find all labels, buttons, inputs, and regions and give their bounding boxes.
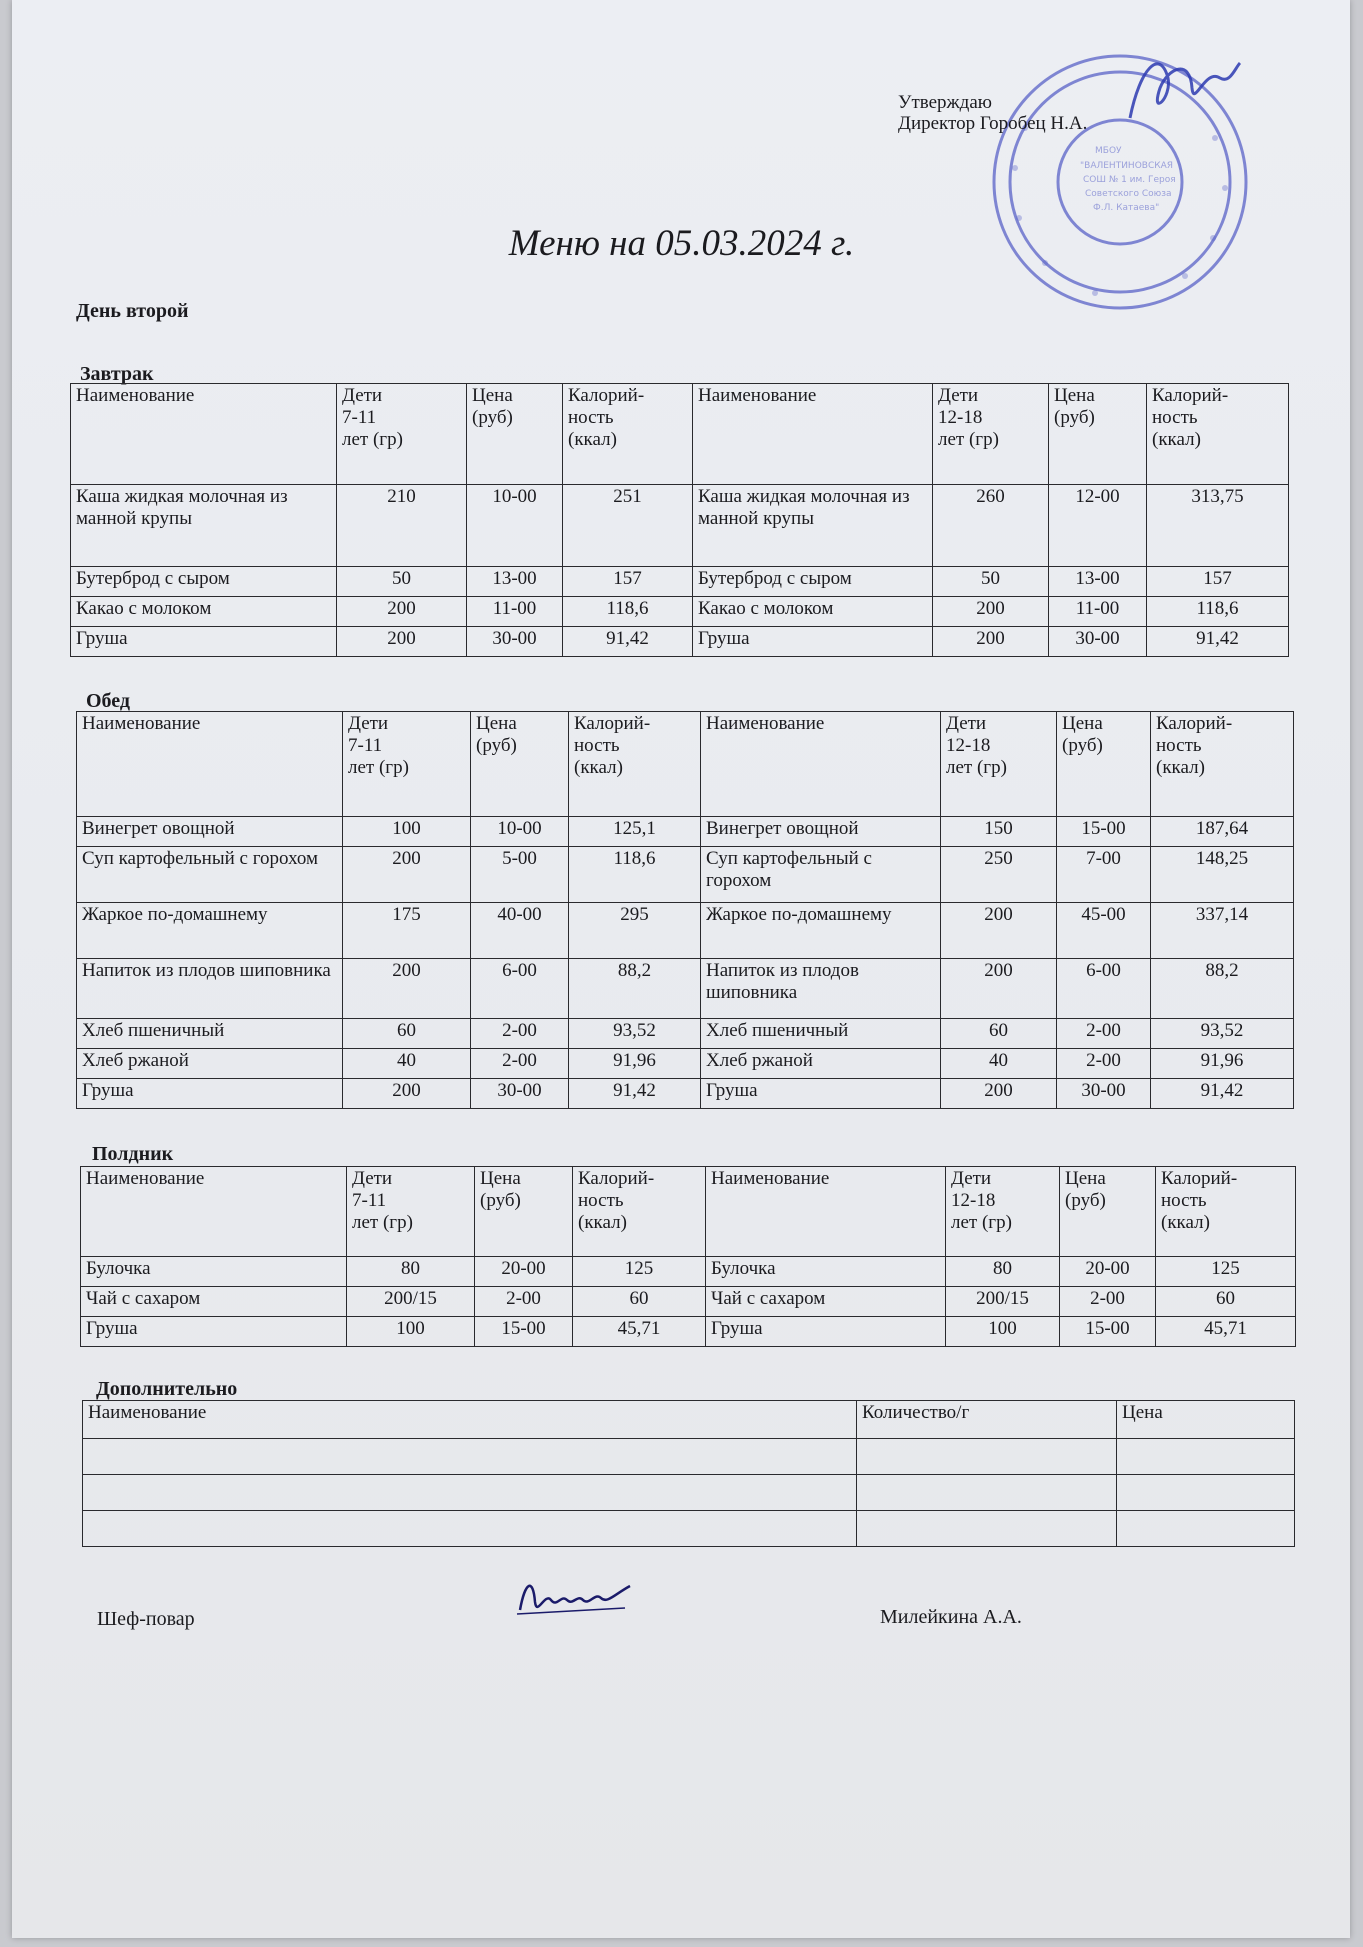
dish-name-cell: Груша — [701, 1079, 941, 1109]
table-row — [77, 1019, 1294, 1049]
dish-name-cell: Каша жидкая молочная из манной крупы — [693, 485, 933, 567]
approval-line-1: Утверждаю — [898, 92, 992, 113]
dish-name-cell: Жаркое по-домашнему — [701, 903, 941, 959]
value-cell: 20-00 — [1060, 1257, 1156, 1287]
value-cell: 91,42 — [1151, 1079, 1294, 1109]
column-header — [337, 384, 467, 485]
dish-name-cell: Какао с молоком — [693, 597, 933, 627]
lunch-table — [76, 711, 1294, 1109]
dish-name-cell: Бутерброд с сыром — [71, 567, 337, 597]
column-header — [1057, 712, 1151, 817]
value-cell: 91,96 — [1151, 1049, 1294, 1079]
snack-table — [80, 1166, 1296, 1347]
column-header — [81, 1167, 347, 1257]
value-cell: 91,42 — [563, 627, 693, 657]
value-cell: 7-00 — [1057, 847, 1151, 903]
dish-name-cell: Хлеб пшеничный — [77, 1019, 343, 1049]
table-row — [81, 1287, 1296, 1317]
value-cell: 40 — [343, 1049, 471, 1079]
empty-cell — [83, 1511, 857, 1547]
column-header — [946, 1167, 1060, 1257]
dish-name-cell: Суп картофельный с горохом — [701, 847, 941, 903]
section-snack-label: Полдник — [92, 1143, 174, 1165]
value-cell: 337,14 — [1151, 903, 1294, 959]
value-cell: 11-00 — [467, 597, 563, 627]
value-cell: 15-00 — [1057, 817, 1151, 847]
value-cell: 88,2 — [569, 959, 701, 1019]
value-cell: 91,42 — [1147, 627, 1289, 657]
section-breakfast-label: Завтрак — [80, 363, 154, 385]
table-row — [77, 903, 1294, 959]
column-header-label: Цена (руб) — [476, 713, 517, 756]
value-cell: 175 — [343, 903, 471, 959]
column-header — [1049, 384, 1147, 485]
dish-name-cell: Булочка — [706, 1257, 946, 1287]
table-row — [71, 627, 1289, 657]
value-cell: 93,52 — [569, 1019, 701, 1049]
value-cell: 295 — [569, 903, 701, 959]
table-row — [71, 485, 1289, 567]
table-row — [71, 597, 1289, 627]
value-cell: 125 — [1156, 1257, 1296, 1287]
dish-name-cell: Винегрет овощной — [701, 817, 941, 847]
column-header-label: Калорий- ность (ккал) — [1156, 713, 1233, 778]
column-header — [933, 384, 1049, 485]
dish-name-cell: Булочка — [81, 1257, 347, 1287]
day-subtitle: День второй — [76, 300, 189, 322]
column-header — [1060, 1167, 1156, 1257]
column-header — [1147, 384, 1289, 485]
value-cell: 251 — [563, 485, 693, 567]
column-header-label: Калорий- ность (ккал) — [568, 385, 645, 450]
value-cell: 30-00 — [1057, 1079, 1151, 1109]
dish-name-cell: Хлеб ржаной — [77, 1049, 343, 1079]
value-cell: 50 — [337, 567, 467, 597]
column-header — [701, 712, 941, 817]
value-cell: 30-00 — [471, 1079, 569, 1109]
table-header-row — [77, 712, 1294, 817]
approval-line-2: Директор Горобец Н.А. — [898, 113, 1088, 135]
column-header-label: Калорий- ность (ккал) — [1152, 385, 1229, 450]
value-cell: 10-00 — [471, 817, 569, 847]
value-cell: 91,96 — [569, 1049, 701, 1079]
empty-cell — [1117, 1439, 1295, 1475]
svg-text:МБОУ: МБОУ — [1095, 146, 1122, 156]
column-header-label: Цена (руб) — [472, 385, 513, 428]
value-cell: 118,6 — [1147, 597, 1289, 627]
dish-name-cell: Груша — [81, 1317, 347, 1347]
table-row — [77, 959, 1294, 1019]
value-cell: 88,2 — [1151, 959, 1294, 1019]
value-cell: 118,6 — [569, 847, 701, 903]
chef-signature-icon — [515, 1572, 635, 1622]
value-cell: 100 — [946, 1317, 1060, 1347]
value-cell: 60 — [573, 1287, 706, 1317]
dish-name-cell: Хлеб пшеничный — [701, 1019, 941, 1049]
value-cell: 40-00 — [471, 903, 569, 959]
value-cell: 200 — [933, 627, 1049, 657]
column-header-label: Дети 7-11 лет (гр) — [348, 713, 409, 778]
value-cell: 45-00 — [1057, 903, 1151, 959]
column-header — [475, 1167, 573, 1257]
dish-name-cell: Каша жидкая молочная из манной крупы — [71, 485, 337, 567]
value-cell: 200/15 — [347, 1287, 475, 1317]
dish-name-cell: Напиток из плодов шиповника — [77, 959, 343, 1019]
value-cell: 2-00 — [471, 1049, 569, 1079]
dish-name-cell: Бутерброд с сыром — [693, 567, 933, 597]
value-cell: 157 — [563, 567, 693, 597]
column-header — [941, 712, 1057, 817]
value-cell: 93,52 — [1151, 1019, 1294, 1049]
svg-text:СОШ № 1 им. Героя: СОШ № 1 им. Героя — [1083, 175, 1176, 185]
column-header-label: Наименование — [706, 713, 825, 734]
dish-name-cell: Какао с молоком — [71, 597, 337, 627]
value-cell: 200 — [343, 847, 471, 903]
column-header — [569, 712, 701, 817]
value-cell: 60 — [1156, 1287, 1296, 1317]
column-header-label: Цена (руб) — [480, 1168, 521, 1211]
value-cell: 125 — [573, 1257, 706, 1287]
empty-cell — [83, 1475, 857, 1511]
footer-name: Милейкина А.А. — [880, 1606, 1022, 1628]
column-header-label: Дети 12-18 лет (гр) — [946, 713, 1007, 778]
empty-cell — [857, 1475, 1117, 1511]
value-cell: 200 — [337, 597, 467, 627]
column-header — [343, 712, 471, 817]
value-cell: 118,6 — [563, 597, 693, 627]
column-header — [1156, 1167, 1296, 1257]
column-header — [1151, 712, 1294, 817]
svg-text:Советского Союза: Советского Союза — [1085, 189, 1172, 199]
value-cell: 100 — [343, 817, 471, 847]
value-cell: 30-00 — [1049, 627, 1147, 657]
value-cell: 5-00 — [471, 847, 569, 903]
table-header-row — [83, 1401, 1295, 1439]
table-row — [77, 817, 1294, 847]
dish-name-cell: Груша — [77, 1079, 343, 1109]
value-cell: 2-00 — [1060, 1287, 1156, 1317]
value-cell: 15-00 — [475, 1317, 573, 1347]
column-header — [77, 712, 343, 817]
value-cell: 13-00 — [467, 567, 563, 597]
column-header — [71, 384, 337, 485]
value-cell: 20-00 — [475, 1257, 573, 1287]
column-header-label: Наименование — [711, 1168, 830, 1189]
empty-table-row — [83, 1511, 1295, 1547]
value-cell: 15-00 — [1060, 1317, 1156, 1347]
value-cell: 2-00 — [1057, 1019, 1151, 1049]
value-cell: 200 — [941, 903, 1057, 959]
dish-name-cell: Чай с сахаром — [81, 1287, 347, 1317]
column-header: Наименование — [83, 1401, 857, 1439]
value-cell: 200 — [343, 1079, 471, 1109]
value-cell: 30-00 — [467, 627, 563, 657]
table-row — [71, 567, 1289, 597]
svg-text:Ф.Л. Катаева": Ф.Л. Катаева" — [1093, 203, 1160, 213]
value-cell: 250 — [941, 847, 1057, 903]
value-cell: 45,71 — [573, 1317, 706, 1347]
column-header-label: Цена (руб) — [1065, 1168, 1106, 1211]
value-cell: 200/15 — [946, 1287, 1060, 1317]
column-header-label: Наименование — [76, 385, 195, 406]
column-header — [693, 384, 933, 485]
table-row — [77, 1079, 1294, 1109]
dish-name-cell: Жаркое по-домашнему — [77, 903, 343, 959]
value-cell: 100 — [347, 1317, 475, 1347]
empty-table-row — [83, 1439, 1295, 1475]
value-cell: 91,42 — [569, 1079, 701, 1109]
empty-cell — [1117, 1511, 1295, 1547]
value-cell: 50 — [933, 567, 1049, 597]
page-title: Меню на 05.03.2024 г. — [508, 223, 855, 264]
column-header — [706, 1167, 946, 1257]
value-cell: 60 — [343, 1019, 471, 1049]
value-cell: 150 — [941, 817, 1057, 847]
value-cell: 200 — [941, 1079, 1057, 1109]
value-cell: 200 — [933, 597, 1049, 627]
value-cell: 6-00 — [1057, 959, 1151, 1019]
dish-name-cell: Груша — [693, 627, 933, 657]
column-header-label: Наименование — [698, 385, 817, 406]
value-cell: 10-00 — [467, 485, 563, 567]
value-cell: 11-00 — [1049, 597, 1147, 627]
section-lunch-label: Обед — [86, 690, 131, 712]
empty-cell — [857, 1439, 1117, 1475]
dish-name-cell: Винегрет овощной — [77, 817, 343, 847]
value-cell: 2-00 — [1057, 1049, 1151, 1079]
value-cell: 13-00 — [1049, 567, 1147, 597]
column-header-label: Дети 12-18 лет (гр) — [951, 1168, 1012, 1233]
column-header-label: Калорий- ность (ккал) — [574, 713, 651, 778]
table-row — [77, 1049, 1294, 1079]
column-header-label: Наименование — [86, 1168, 205, 1189]
column-header-label: Цена (руб) — [1062, 713, 1103, 756]
column-header-label: Дети 7-11 лет (гр) — [352, 1168, 413, 1233]
column-header: Цена — [1117, 1401, 1295, 1439]
svg-text:"ВАЛЕНТИНОВСКАЯ: "ВАЛЕНТИНОВСКАЯ — [1080, 161, 1174, 171]
table-header-row — [81, 1167, 1296, 1257]
table-row — [81, 1257, 1296, 1287]
column-header — [573, 1167, 706, 1257]
value-cell: 80 — [946, 1257, 1060, 1287]
dish-name-cell: Груша — [71, 627, 337, 657]
dish-name-cell: Напиток из плодов шиповника — [701, 959, 941, 1019]
breakfast-table — [70, 383, 1289, 657]
value-cell: 148,25 — [1151, 847, 1294, 903]
extra-table — [82, 1400, 1295, 1547]
value-cell: 125,1 — [569, 817, 701, 847]
value-cell: 45,71 — [1156, 1317, 1296, 1347]
column-header — [471, 712, 569, 817]
value-cell: 200 — [941, 959, 1057, 1019]
value-cell: 2-00 — [475, 1287, 573, 1317]
column-header-label: Наименование — [82, 713, 201, 734]
dish-name-cell: Чай с сахаром — [706, 1287, 946, 1317]
value-cell: 260 — [933, 485, 1049, 567]
column-header-label: Калорий- ность (ккал) — [578, 1168, 655, 1233]
director-signature-icon — [1120, 48, 1245, 128]
value-cell: 80 — [347, 1257, 475, 1287]
value-cell: 200 — [337, 627, 467, 657]
value-cell: 157 — [1147, 567, 1289, 597]
column-header — [347, 1167, 475, 1257]
approval-block — [898, 92, 1087, 135]
footer-role: Шеф-повар — [97, 1608, 195, 1630]
value-cell: 2-00 — [471, 1019, 569, 1049]
value-cell: 313,75 — [1147, 485, 1289, 567]
column-header-label: Калорий- ность (ккал) — [1161, 1168, 1238, 1233]
table-row — [81, 1317, 1296, 1347]
table-row — [77, 847, 1294, 903]
value-cell: 12-00 — [1049, 485, 1147, 567]
empty-cell — [857, 1511, 1117, 1547]
column-header-label: Цена (руб) — [1054, 385, 1095, 428]
value-cell: 6-00 — [471, 959, 569, 1019]
value-cell: 210 — [337, 485, 467, 567]
column-header-label: Дети 7-11 лет (гр) — [342, 385, 403, 450]
dish-name-cell: Суп картофельный с горохом — [77, 847, 343, 903]
empty-table-row — [83, 1475, 1295, 1511]
column-header — [563, 384, 693, 485]
value-cell: 40 — [941, 1049, 1057, 1079]
dish-name-cell: Груша — [706, 1317, 946, 1347]
value-cell: 200 — [343, 959, 471, 1019]
dish-name-cell: Хлеб ржаной — [701, 1049, 941, 1079]
value-cell: 187,64 — [1151, 817, 1294, 847]
empty-cell — [1117, 1475, 1295, 1511]
column-header: Количество/г — [857, 1401, 1117, 1439]
column-header — [467, 384, 563, 485]
column-header-label: Дети 12-18 лет (гр) — [938, 385, 999, 450]
section-extra-label: Дополнительно — [96, 1378, 238, 1400]
value-cell: 60 — [941, 1019, 1057, 1049]
table-header-row — [71, 384, 1289, 485]
empty-cell — [83, 1439, 857, 1475]
